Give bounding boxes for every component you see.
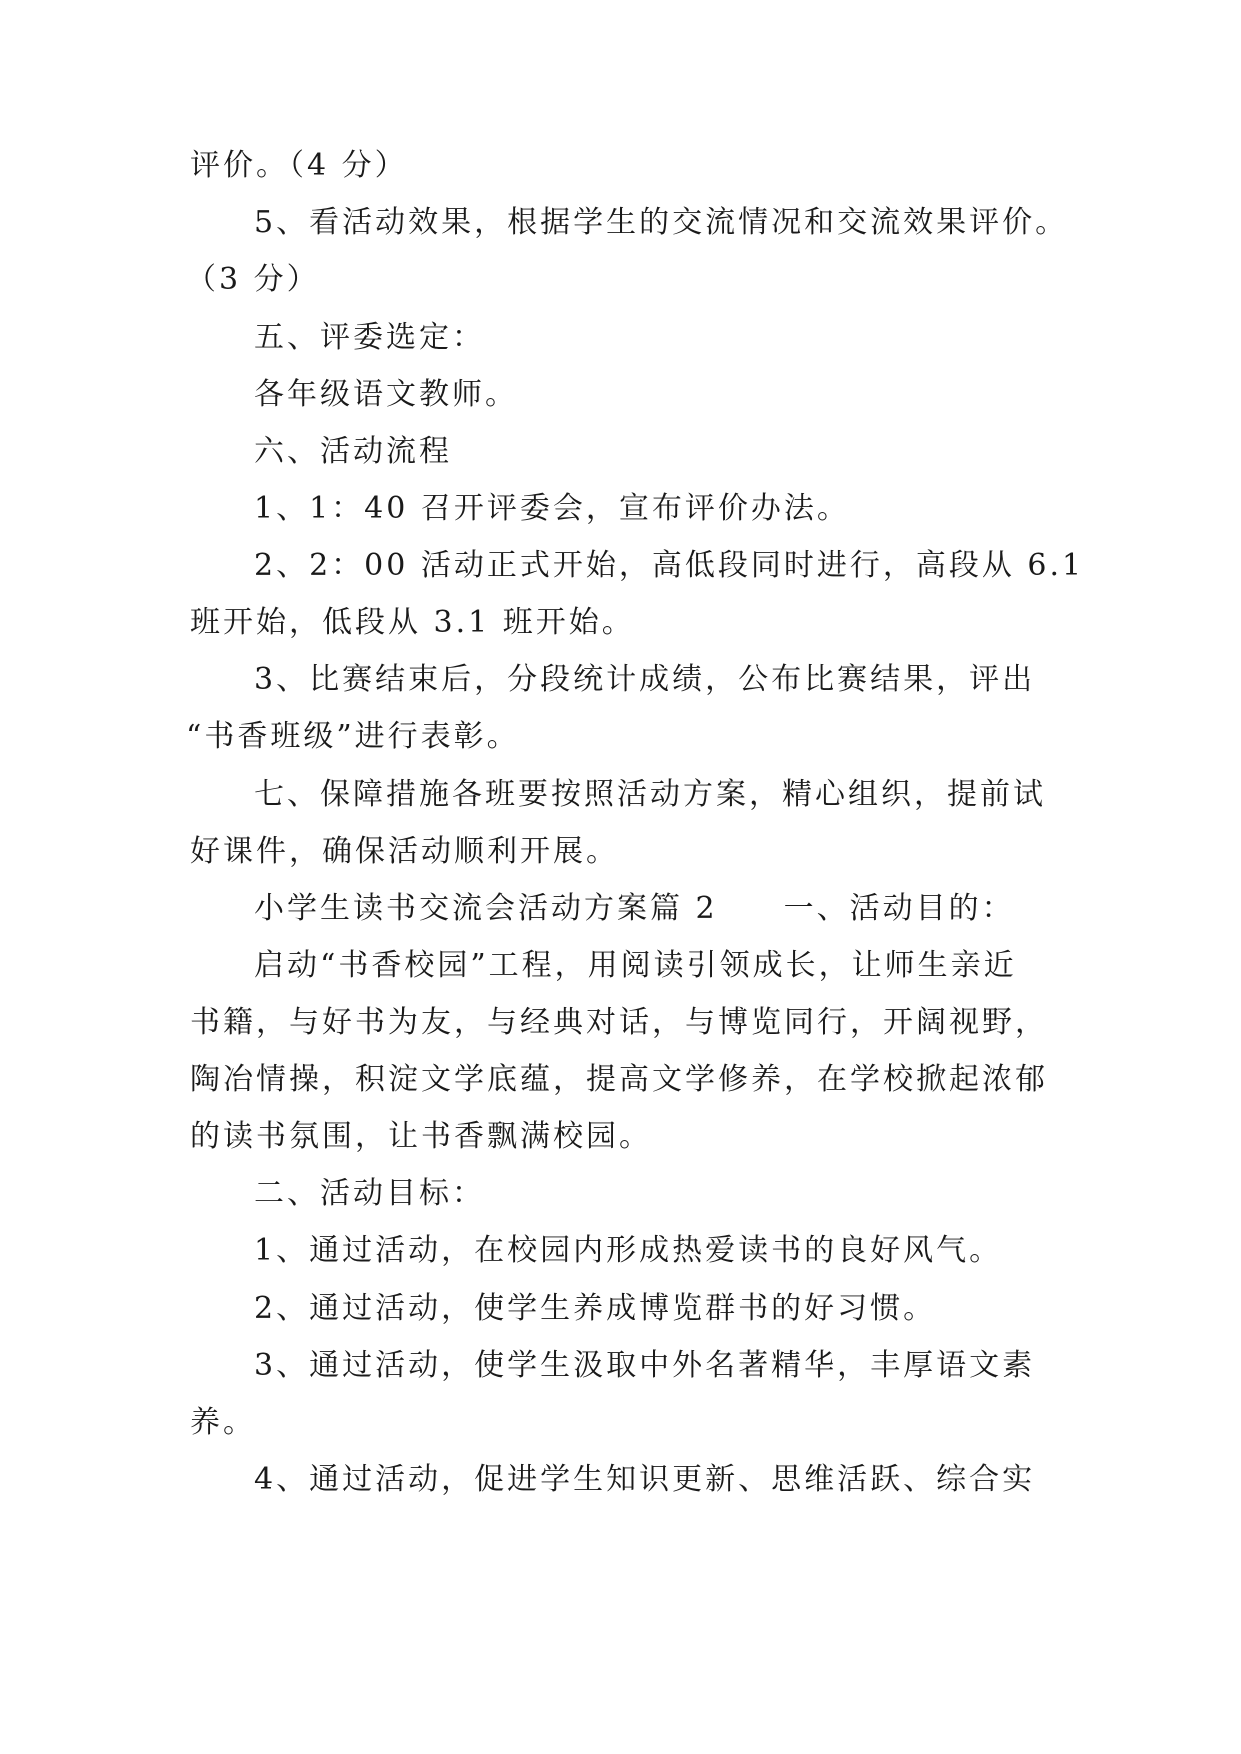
text-line: 评价。（4 分） <box>190 148 408 183</box>
text-line: 2、通过活动，使学生养成博览群书的好习惯。 <box>254 1291 937 1326</box>
text-line: 班开始，低段从 3.1 班开始。 <box>190 605 635 640</box>
section-heading: 二、活动目标： <box>254 1176 485 1211</box>
section-heading: 七、保障措施各班要按照活动方案，精心组织，提前试 <box>254 777 1046 812</box>
text-line: 3、比赛结束后，分段统计成绩，公布比赛结果，评出 <box>254 662 1036 697</box>
section-heading: 六、活动流程 <box>254 434 452 469</box>
text-line: 1、通过活动，在校园内形成热爱读书的良好风气。 <box>254 1233 1003 1268</box>
text-line: 1、1：40 召开评委会，宣布评价办法。 <box>254 491 850 526</box>
text-line: 的读书氛围，让书香飘满校园。 <box>190 1119 652 1154</box>
text-line: 3、通过活动，使学生汲取中外名著精华，丰厚语文素 <box>254 1348 1036 1383</box>
text-line: （3 分） <box>186 262 320 297</box>
text-line: 启动“书香校园”工程，用阅读引领成长，让师生亲近 <box>254 948 1017 983</box>
text-line: 4、通过活动，促进学生知识更新、思维活跃、综合实 <box>254 1462 1036 1497</box>
text-line: 书籍，与好书为友，与经典对话，与博览同行，开阔视野， <box>190 1005 1048 1040</box>
text-line: 2、2：00 活动正式开始，高低段同时进行，高段从 6.1 <box>254 548 1085 583</box>
text-line: 5、看活动效果，根据学生的交流情况和交流效果评价。 <box>254 205 1069 240</box>
text-line: 养。 <box>190 1405 256 1440</box>
text-line: 各年级语文教师。 <box>254 377 518 412</box>
text-line: “书香班级”进行表彰。 <box>186 719 520 754</box>
article-title: 小学生读书交流会活动方案篇 2 一、活动目的： <box>254 891 1015 926</box>
section-heading: 五、评委选定： <box>254 320 485 355</box>
text-line: 好课件，确保活动顺利开展。 <box>190 834 619 869</box>
text-line: 陶冶情操，积淀文学底蕴，提高文学修养，在学校掀起浓郁 <box>190 1062 1048 1097</box>
